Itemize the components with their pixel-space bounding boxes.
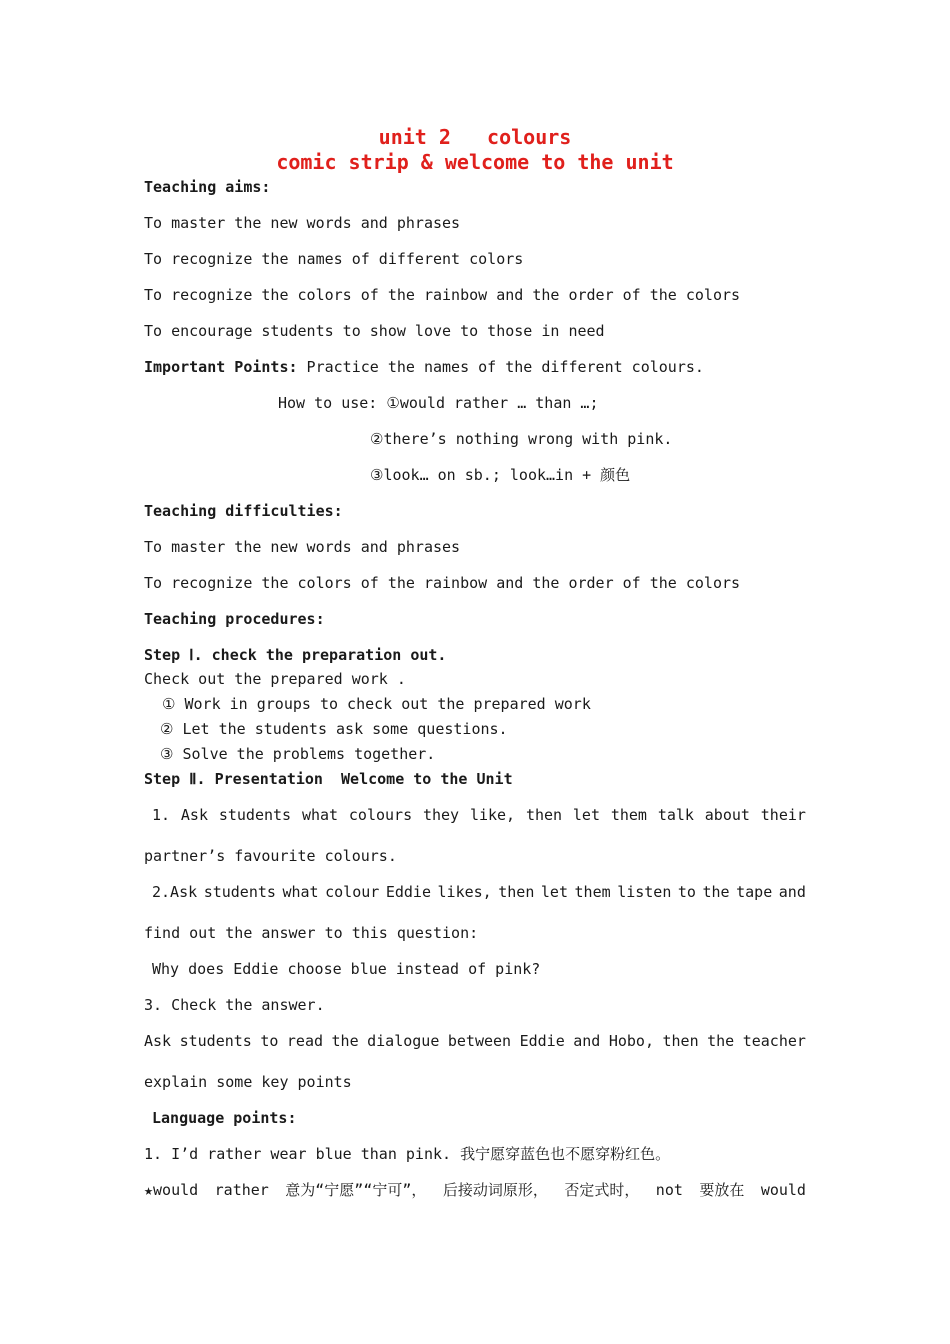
difficulty-item: To recognize the colors of the rainbow and the order of the colors bbox=[144, 574, 741, 592]
language-points-heading: Language points: bbox=[152, 1109, 297, 1127]
word: colours bbox=[348, 806, 413, 824]
usage-point: ②there’s nothing wrong with pink. bbox=[370, 430, 673, 448]
word: let bbox=[540, 883, 568, 901]
important-points-text: Practice the names of the different colours. bbox=[297, 358, 704, 376]
aim-item: To master the new words and phrases bbox=[144, 214, 461, 232]
word: then bbox=[498, 883, 535, 901]
word: and bbox=[778, 883, 806, 901]
word: Eddie bbox=[519, 1032, 565, 1050]
word: dialogue bbox=[367, 1032, 440, 1050]
word: rather bbox=[214, 1181, 269, 1199]
word: what bbox=[282, 883, 319, 901]
lesson-subtitle: comic strip & welcome to the unit bbox=[276, 150, 674, 174]
word: the bbox=[707, 1032, 735, 1050]
aim-item: To encourage students to show love to those in need bbox=[144, 322, 605, 340]
word: then bbox=[662, 1032, 699, 1050]
word: 意为“宁愿”“宁可”， bbox=[285, 1181, 427, 1199]
step1-item: ③ Solve the problems together. bbox=[160, 745, 436, 763]
step1-item: ① Work in groups to check out the prepared work bbox=[162, 695, 591, 713]
step2-heading: Step Ⅱ. Presentation Welcome to the Unit bbox=[144, 770, 513, 788]
language-point-note bbox=[144, 1181, 806, 1199]
step1-intro: Check out the prepared work . bbox=[144, 670, 406, 688]
word: their bbox=[760, 806, 806, 824]
word: 后接动词原形， bbox=[442, 1181, 548, 1199]
word: they bbox=[422, 806, 460, 824]
word: talk bbox=[657, 806, 694, 824]
difficulty-item: To master the new words and phrases bbox=[144, 538, 461, 556]
step1-heading: Step Ⅰ. check the preparation out. bbox=[144, 646, 447, 664]
word: would bbox=[760, 1181, 806, 1199]
word: to bbox=[677, 883, 696, 901]
step2-paragraph-4 bbox=[144, 1032, 806, 1050]
important-points-heading: Important Points: bbox=[144, 358, 298, 376]
word: students bbox=[203, 883, 276, 901]
word: 否定式时， bbox=[564, 1181, 640, 1199]
word: about bbox=[704, 806, 750, 824]
word: tape bbox=[736, 883, 773, 901]
word: the bbox=[702, 883, 730, 901]
word: 1. bbox=[152, 806, 171, 824]
word: ★would bbox=[144, 1181, 199, 1199]
word: the bbox=[331, 1032, 359, 1050]
word: and bbox=[573, 1032, 601, 1050]
usage-point: ③look… on sb.; look…in + 颜色 bbox=[370, 466, 631, 484]
word: 2.Ask bbox=[152, 883, 198, 901]
word: what bbox=[301, 806, 339, 824]
word: 要放在 bbox=[699, 1181, 745, 1199]
word: students bbox=[218, 806, 292, 824]
word: to bbox=[260, 1032, 279, 1050]
word: like, bbox=[469, 806, 516, 824]
word: listen bbox=[617, 883, 672, 901]
step1-item: ② Let the students ask some questions. bbox=[160, 720, 508, 738]
word: read bbox=[286, 1032, 324, 1050]
step2-check-answer: 3. Check the answer. bbox=[144, 996, 325, 1014]
word: them bbox=[610, 806, 647, 824]
step2-paragraph-1-cont: partner’s favourite colours. bbox=[144, 847, 397, 865]
word: Eddie bbox=[385, 883, 431, 901]
aim-item: To recognize the names of different colors bbox=[144, 250, 524, 268]
word: students bbox=[179, 1032, 252, 1050]
word: let bbox=[572, 806, 600, 824]
word: not bbox=[655, 1181, 683, 1199]
unit-title: unit 2 colours bbox=[378, 125, 572, 149]
aim-item: To recognize the colors of the rainbow and the order of the colors bbox=[144, 286, 741, 304]
teaching-procedures-heading: Teaching procedures: bbox=[144, 610, 325, 628]
word: Ask bbox=[180, 806, 208, 824]
word: then bbox=[525, 806, 563, 824]
important-points-line bbox=[144, 358, 704, 376]
teaching-aims-heading: Teaching aims: bbox=[144, 178, 271, 196]
teaching-difficulties-heading: Teaching difficulties: bbox=[144, 502, 343, 520]
word: them bbox=[574, 883, 611, 901]
how-to-use: How to use: ①would rather … than …; bbox=[278, 394, 599, 412]
step2-paragraph-2-cont: find out the answer to this question: bbox=[144, 924, 479, 942]
word: colour bbox=[325, 883, 380, 901]
step2-paragraph-4-cont: explain some key points bbox=[144, 1073, 352, 1091]
step2-paragraph-1 bbox=[152, 806, 806, 824]
word: teacher bbox=[742, 1032, 806, 1050]
language-point-item: 1. I’d rather wear blue than pink. 我宁愿穿蓝色也不愿穿粉红色。 bbox=[144, 1145, 671, 1163]
word: between bbox=[447, 1032, 512, 1050]
word: Ask bbox=[144, 1032, 172, 1050]
word: likes, bbox=[437, 883, 492, 901]
step2-paragraph-2 bbox=[152, 883, 806, 901]
word: Hobo, bbox=[608, 1032, 654, 1050]
step2-question: Why does Eddie choose blue instead of pink? bbox=[152, 960, 541, 978]
